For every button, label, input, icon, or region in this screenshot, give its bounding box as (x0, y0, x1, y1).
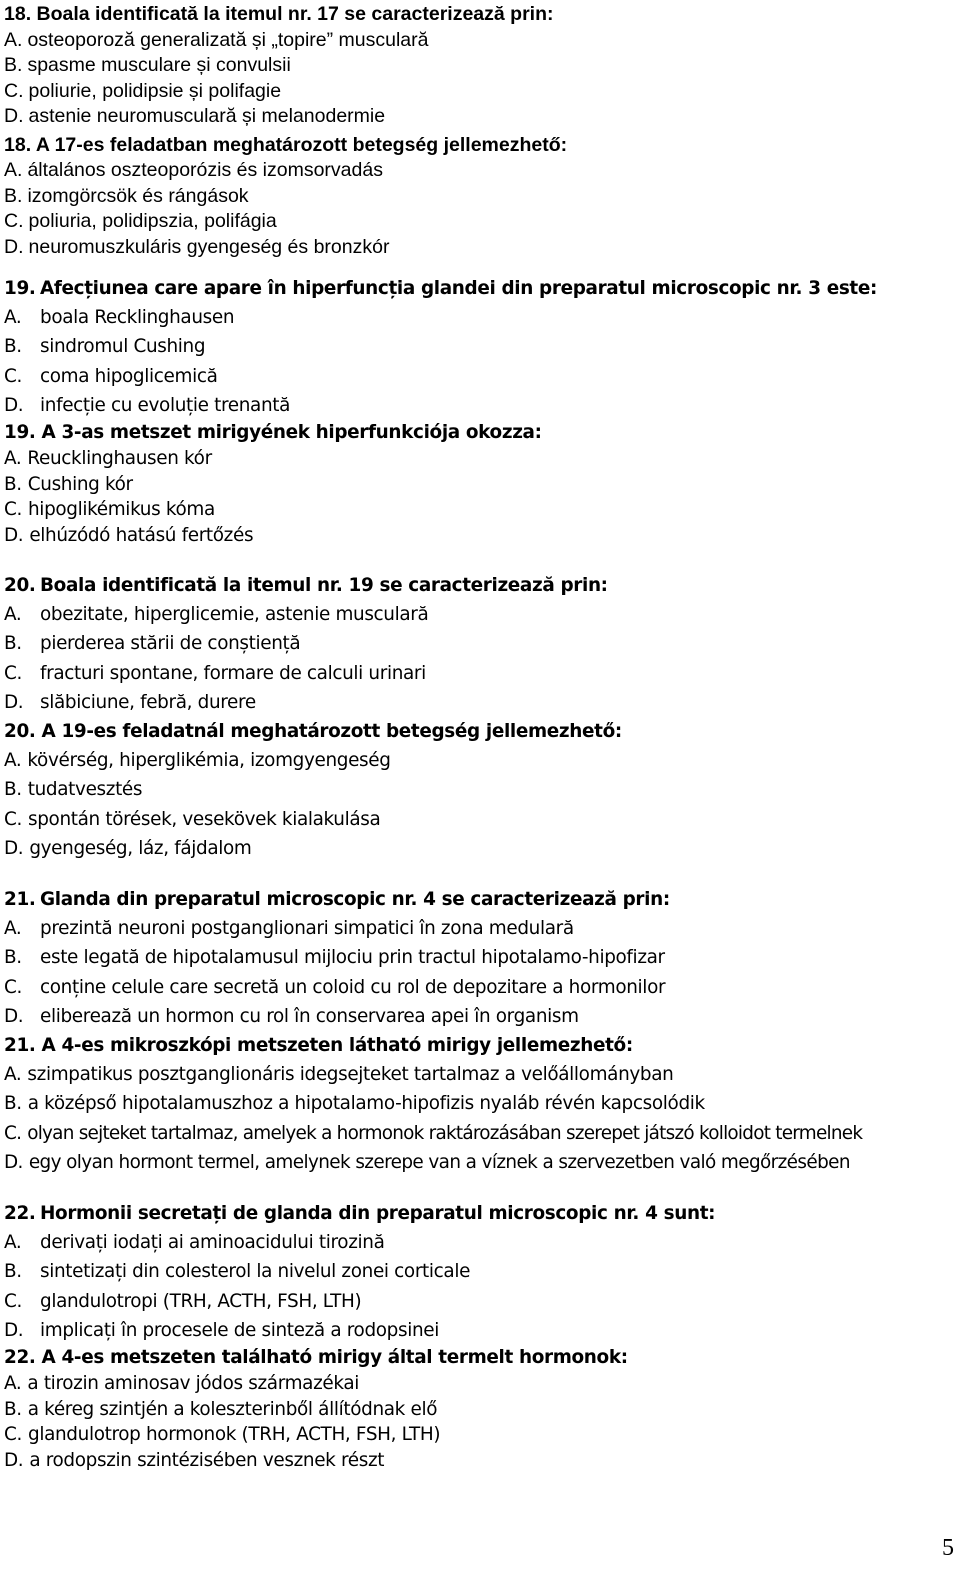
option-b: B. a kéreg szintjén a koleszterinből állítódnak elő (4, 1398, 438, 1420)
option-b: B. a középső hipotalamuszhoz a hipotalamo-hipofizis nyaláb révén kapcsolódik (4, 1093, 705, 1115)
option-d: D. astenie neuromusculară și melanodermie (4, 105, 386, 127)
option-a: A. osteoporoză generalizată și „topire” musculară (4, 28, 429, 51)
question-18-ro (4, 2, 954, 130)
question-heading: 18. A 17-es feladatban meghatározott betegség jellemezhető: (4, 133, 568, 156)
option-c: C. fracturi spontane, formare de calculi urinari (4, 662, 426, 684)
option-a: A. prezintă neuroni postganglionari simpatici în zona medulară (4, 918, 574, 940)
option-c: C. hipoglikémikus kóma (4, 499, 215, 521)
option-b: B. pierderea stării de conștiență (4, 633, 301, 655)
option-c: C. conține celule care secretă un coloid cu rol de depozitare a hormonilor (4, 976, 666, 998)
option-b: B. spasme musculare și convulsii (4, 54, 291, 76)
question-18-hu (4, 133, 954, 261)
question-heading: 21. A 4-es mikroszkópi metszeten látható mirigy jellemezhető: (4, 1035, 633, 1057)
option-b: B. Cushing kór (4, 473, 133, 495)
option-a: A. általános oszteoporózis és izomsorvadás (4, 159, 383, 181)
question-heading: 22. A 4-es metszeten található mirigy által termelt hormonok: (4, 1347, 628, 1369)
question-heading: 18. Boala identificată la itemul nr. 17 se caracterizează prin: (4, 3, 554, 25)
question-heading: 22. Hormonii secretați de glanda din preparatul microscopic nr. 4 sunt: (4, 1203, 716, 1225)
option-a: A. Reucklinghausen kór (4, 447, 212, 469)
option-b: B. sintetizați din colesterol la nivelul zonei corticale (4, 1261, 471, 1283)
option-c: C. olyan sejteket tartalmaz, amelyek a hormonok raktározásában szerepet játszó kolloidot termelnek (4, 1122, 863, 1144)
option-c: C. glandulotrop hormonok (TRH, ACTH, FSH, LTH) (4, 1424, 441, 1446)
page-number: 5 (942, 1535, 954, 1561)
option-d: D. implicați în procesele de sinteză a rodopsinei (4, 1319, 440, 1341)
option-a: A. derivați iodați ai aminoacidului tirozină (4, 1232, 385, 1254)
option-c: C. coma hipoglicemică (4, 365, 218, 387)
question-21-hu (4, 1031, 954, 1177)
option-d: D. neuromuszkuláris gyengeség és bronzkór (4, 235, 390, 258)
document-page (4, 0, 954, 1474)
question-19-hu (4, 420, 954, 549)
option-c: C. glandulotropi (TRH, ACTH, FSH, LTH) (4, 1290, 362, 1312)
question-22-hu (4, 1345, 954, 1474)
question-heading: 21. Glanda din preparatul microscopic nr. 4 se caracterizează prin: (4, 889, 670, 911)
option-d: D. gyengeség, láz, fájdalom (4, 837, 252, 859)
question-19-ro (4, 274, 954, 420)
question-heading: 19. A 3-as metszet mirigyének hiperfunkciója okozza: (4, 422, 542, 444)
option-b: B. tudatvesztés (4, 779, 143, 801)
option-d: D. elhúzódó hatású fertőzés (4, 525, 254, 547)
option-a: A. boala Recklinghausen (4, 307, 235, 329)
question-heading: 19. Afecțiunea care apare în hiperfuncția glandei din preparatul microscopic nr. 3 este: (4, 278, 877, 299)
question-22-ro (4, 1199, 954, 1345)
option-a: A. obezitate, hiperglicemie, astenie musculară (4, 604, 429, 626)
option-c: C. spontán törések, vesekövek kialakulása (4, 808, 381, 830)
option-d: D. infecție cu evoluție trenantă (4, 394, 291, 416)
option-d: D. a rodopszin szintézisében vesznek részt (4, 1450, 385, 1472)
option-a: A. szimpatikus posztganglionáris idegsejteket tartalmaz a velőállományban (4, 1064, 674, 1086)
question-20-hu (4, 717, 954, 863)
option-a: A. a tirozin aminosav jódos származékai (4, 1372, 360, 1394)
option-b: B. izomgörcsök és rángások (4, 184, 249, 207)
option-a: A. kövérség, hiperglikémia, izomgyengeség (4, 750, 391, 772)
option-d: D. eliberează un hormon cu rol în conservarea apei în organism (4, 1005, 579, 1027)
option-c: C. poliuria, polidipszia, polifágia (4, 210, 277, 232)
option-c: C. poliurie, polidipsie și polifagie (4, 79, 282, 102)
option-d: D. slăbiciune, febră, durere (4, 691, 256, 713)
option-b: B. sindromul Cushing (4, 336, 206, 358)
question-heading: 20. A 19-es feladatnál meghatározott betegség jellemezhető: (4, 721, 622, 743)
option-d: D. egy olyan hormont termel, amelynek szerepe van a víznek a szervezetben való megőrzésében (4, 1151, 850, 1173)
question-21-ro (4, 885, 954, 1031)
option-b: B. este legată de hipotalamusul mijlociu prin tractul hipotalamo-hipofizar (4, 947, 665, 969)
question-heading: 20. Boala identificată la itemul nr. 19 se caracterizează prin: (4, 575, 608, 596)
question-20-ro (4, 571, 954, 717)
